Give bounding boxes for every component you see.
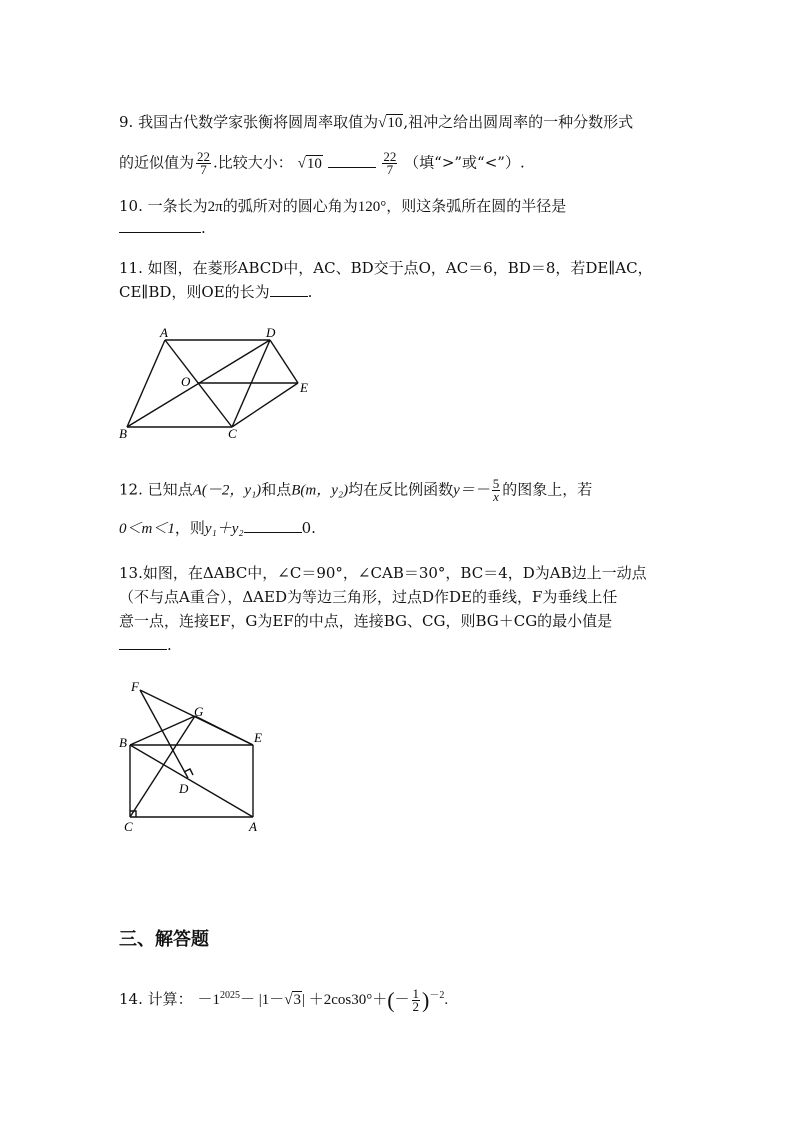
q9-line2: [119, 151, 525, 176]
section-title: 三、解答题: [119, 929, 209, 950]
q11-text-1: 如图，在菱形ABCD中，AC、BD交于点O，AC＝6，BD＝8，若DE∥AC，: [147, 259, 653, 277]
label-E: E: [254, 730, 262, 745]
q10-line2: .: [119, 218, 206, 238]
q12-text-b: 和点: [261, 480, 292, 499]
answer-blank[interactable]: [328, 153, 376, 168]
triangle-figure: [112, 676, 277, 836]
q12-line2: [119, 518, 316, 539]
q10-text-c: ，则这条弧所在圆的半径是: [386, 197, 567, 215]
q14-label: 计算：: [147, 990, 193, 1008]
label-E: E: [300, 380, 308, 395]
answer-blank[interactable]: [244, 518, 302, 533]
q13-text-3: 意一点，连接EF，G为EF的中点，连接BG、CG，则BG＋CG的最小值是: [119, 612, 613, 630]
q13-line1: [119, 563, 647, 583]
q14-expression: $-1^{2025}- |1-√3| +2\cos 30^\circ+(-$ $\frac{1}{2}$ )$^{-2}$.: [197, 986, 449, 1015]
label-B: B: [119, 426, 127, 441]
label-F: F: [131, 679, 139, 694]
q12-number: 12.: [119, 480, 143, 499]
label-O: O: [181, 374, 191, 389]
q12-text-a: 已知点: [147, 480, 193, 499]
label-D: D: [266, 325, 276, 340]
q11-line2: CE∥BD，则OE的长为 .: [119, 283, 313, 301]
q12-text-d: 的图象上，若: [502, 480, 593, 499]
label-A: A: [249, 819, 257, 834]
q12-text-f: 0.: [301, 519, 316, 537]
q12-func-lhs: y＝－: [453, 482, 490, 499]
q12-point-a: A(－2，y₁): [192, 482, 262, 499]
q10-text-a: 一条长为: [147, 197, 208, 215]
q14-number: 14.: [119, 990, 143, 1008]
q11-number: 11.: [119, 259, 143, 277]
q9-number: 9.: [119, 113, 134, 131]
q13-text-1: 如图，在ΔABC中，∠C＝90°，∠CAB＝30°，BC＝4，D为AB边上一动点: [142, 564, 647, 582]
q12-condition: 0＜m＜1: [119, 521, 175, 537]
q12-expr: y₁＋y₂: [204, 521, 244, 537]
q10-text-b: 的弧所对的圆心角为: [222, 197, 358, 215]
label-A: A: [160, 325, 168, 340]
q9-text-b: ,祖冲之给出圆周率的一种分数形式: [403, 113, 634, 131]
q10-arc: 2π: [207, 199, 223, 215]
answer-blank[interactable]: [270, 282, 308, 297]
label-C: C: [228, 426, 237, 441]
sqrt-10-compare: √10: [297, 155, 322, 172]
answer-blank[interactable]: [119, 218, 201, 233]
q12-text-c: 均在反比例函数: [348, 480, 454, 499]
label-C: C: [124, 819, 133, 834]
rhombus-figure: [110, 322, 320, 444]
sqrt-10: √10: [378, 115, 403, 131]
q12-text-e: ，则: [174, 519, 205, 537]
frac-22-7: $\frac{22}{7}$: [197, 149, 211, 177]
q13-line2: [119, 587, 617, 607]
q11-text-2: CE∥BD，则OE的长为: [119, 283, 270, 301]
label-B: B: [119, 735, 127, 750]
q12-line1: [119, 478, 592, 503]
q13-number: 13.: [119, 564, 143, 582]
q9-text-e: （填“>”或“<”）.: [404, 153, 525, 172]
q9-text-a: 我国古代数学家张衡将圆周率取值为: [138, 113, 379, 131]
q13-line4: .: [119, 635, 172, 655]
q11-line1: [119, 258, 653, 278]
q9-text-d: .比较大小：: [213, 153, 293, 172]
q13-line3: [119, 611, 612, 631]
q10-number: 10.: [119, 197, 143, 215]
q14-line: [119, 986, 448, 1013]
q13-text-2: （不与点A重合），ΔAED为等边三角形，过点D作DE的垂线，F为垂线上任: [119, 588, 618, 606]
frac-22-7-compare: $\frac{22}{7}$: [383, 149, 397, 177]
q12-point-b: B(m，y₂): [291, 482, 349, 499]
q9-text-c: 的近似值为: [119, 153, 195, 172]
label-D: D: [179, 781, 189, 796]
q10-line1: [119, 196, 566, 217]
frac-5-x: $\frac{5}{x}$: [492, 476, 500, 504]
q9-line1: [119, 112, 633, 133]
q10-angle: 120°: [357, 199, 387, 215]
label-G: G: [194, 704, 204, 719]
answer-blank[interactable]: [119, 635, 167, 650]
